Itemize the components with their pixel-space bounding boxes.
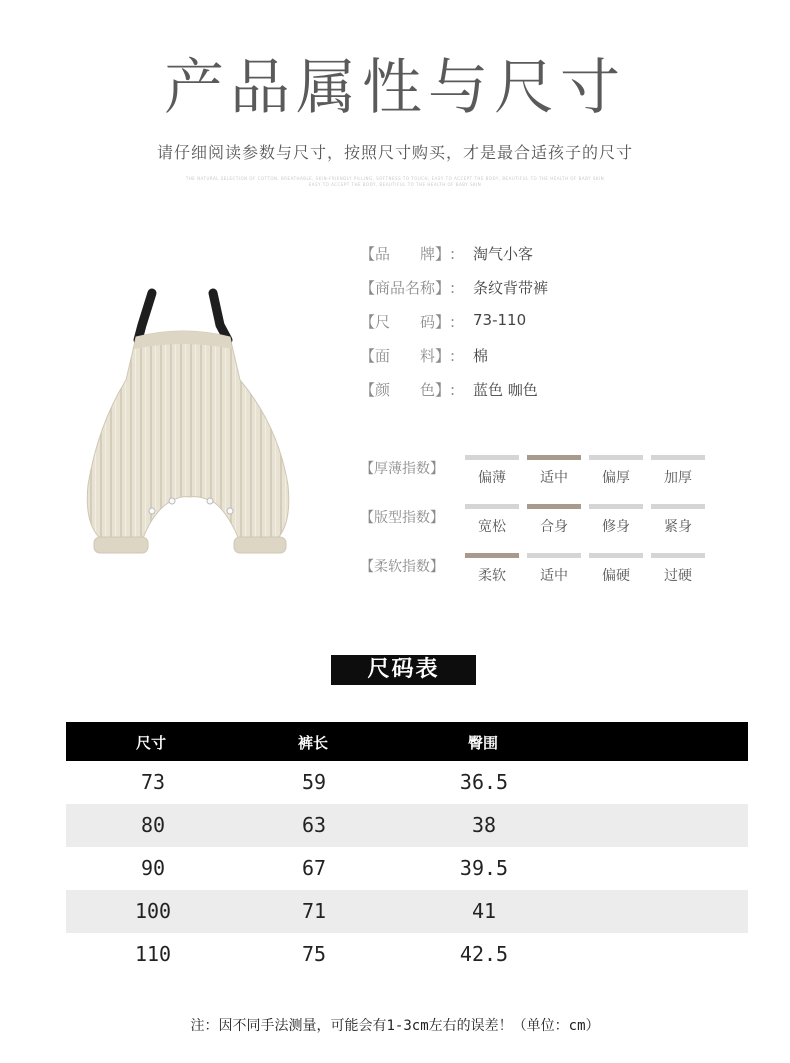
column-header-hip: 臀围 bbox=[468, 734, 499, 752]
index-bar bbox=[589, 455, 643, 460]
column-header-length: 裤长 bbox=[298, 734, 329, 752]
index-option-label: 偏薄 bbox=[478, 470, 506, 486]
index-option bbox=[651, 455, 705, 487]
attribute-value: 棉 bbox=[473, 347, 489, 365]
attribute-value: 淘气小客 bbox=[473, 245, 534, 263]
index-option-label: 修身 bbox=[602, 519, 630, 535]
index-bar bbox=[527, 504, 581, 509]
index-label: 【版型指数】 bbox=[360, 510, 444, 526]
size-table bbox=[66, 722, 748, 976]
table-cell: 110 bbox=[134, 942, 172, 966]
attribute-value: 蓝色 咖色 bbox=[473, 381, 538, 399]
index-option bbox=[527, 553, 581, 585]
table-cell: 59 bbox=[301, 770, 327, 794]
index-bar bbox=[465, 553, 519, 558]
table-cell: 41 bbox=[471, 899, 497, 923]
index-bar bbox=[651, 455, 705, 460]
attribute-value: 73-110 bbox=[473, 311, 527, 329]
measurement-note: 注：因不同手法测量，可能会有1-3cm左右的误差！（单位：cm） bbox=[190, 1018, 600, 1034]
index-option-label: 柔软 bbox=[478, 568, 506, 584]
index-bar bbox=[527, 455, 581, 460]
index-option bbox=[465, 553, 519, 585]
table-cell: 42.5 bbox=[459, 942, 509, 966]
index-label: 【厚薄指数】 bbox=[360, 461, 444, 477]
table-cell: 67 bbox=[301, 856, 327, 880]
index-option bbox=[589, 455, 643, 487]
index-option-label: 宽松 bbox=[478, 519, 506, 535]
index-option bbox=[651, 553, 705, 585]
index-option bbox=[465, 504, 519, 536]
index-bar bbox=[589, 504, 643, 509]
table-cell: 39.5 bbox=[459, 856, 509, 880]
index-option-label: 适中 bbox=[540, 470, 568, 486]
table-cell: 75 bbox=[301, 942, 327, 966]
index-bar bbox=[527, 553, 581, 558]
index-option-label: 适中 bbox=[540, 568, 568, 584]
column-header-size: 尺寸 bbox=[136, 734, 167, 752]
index-option-label: 加厚 bbox=[664, 470, 692, 486]
table-cell: 71 bbox=[301, 899, 327, 923]
table-row bbox=[66, 890, 748, 933]
table-cell: 73 bbox=[140, 770, 166, 794]
fine-print: THE NATURAL SELECTION OF COTTON, BREATHABLE, SKIN-FRIENDLY PILLING, SOFTNESS TO TOUCH, EASY TO ACCEPT THE BODY, BEAUTIFUL TO THE HEALTH OF BABY SKIN bbox=[185, 176, 605, 181]
index-bar bbox=[651, 504, 705, 509]
index-option-label: 紧身 bbox=[664, 519, 692, 535]
index-option-label: 过硬 bbox=[664, 568, 692, 584]
attribute-label: 【商品名称】: bbox=[360, 279, 456, 297]
index-option bbox=[589, 553, 643, 585]
fine-print: EASY TO ACCEPT THE BODY, BEAUTIFUL TO THE HEALTH OF BABY SKIN bbox=[308, 182, 482, 187]
table-row bbox=[66, 847, 748, 890]
index-bar bbox=[465, 455, 519, 460]
size-chart-title: 尺码表 bbox=[331, 655, 476, 685]
index-option-label: 合身 bbox=[540, 519, 568, 535]
attribute-value: 条纹背带裤 bbox=[473, 279, 549, 297]
index-option bbox=[527, 504, 581, 536]
attribute-label: 【尺 码】: bbox=[360, 313, 456, 331]
index-bar bbox=[651, 553, 705, 558]
index-option-label: 偏硬 bbox=[602, 568, 630, 584]
index-label: 【柔软指数】 bbox=[360, 559, 444, 575]
table-header bbox=[66, 722, 748, 761]
index-option bbox=[465, 455, 519, 487]
table-cell: 63 bbox=[301, 813, 327, 837]
table-cell: 36.5 bbox=[459, 770, 509, 794]
table-row bbox=[66, 804, 748, 847]
page-subtitle: 请仔细阅读参数与尺寸，按照尺寸购买，才是最合适孩子的尺寸 bbox=[156, 143, 633, 162]
index-option-label: 偏厚 bbox=[602, 470, 630, 486]
attribute-label: 【面 料】: bbox=[360, 347, 456, 365]
table-cell: 100 bbox=[134, 899, 172, 923]
table-cell: 90 bbox=[140, 856, 166, 880]
table-row bbox=[66, 761, 748, 804]
index-option bbox=[651, 504, 705, 536]
index-option bbox=[527, 455, 581, 487]
page-title: 产品属性与尺寸 bbox=[164, 53, 626, 123]
product-image bbox=[80, 285, 300, 570]
index-option bbox=[589, 504, 643, 536]
attribute-label: 【颜 色】: bbox=[360, 381, 456, 399]
table-cell: 80 bbox=[140, 813, 166, 837]
attribute-label: 【品 牌】: bbox=[360, 245, 456, 263]
table-row bbox=[66, 933, 748, 976]
index-bar bbox=[465, 504, 519, 509]
index-bar bbox=[589, 553, 643, 558]
table-cell: 38 bbox=[471, 813, 497, 837]
